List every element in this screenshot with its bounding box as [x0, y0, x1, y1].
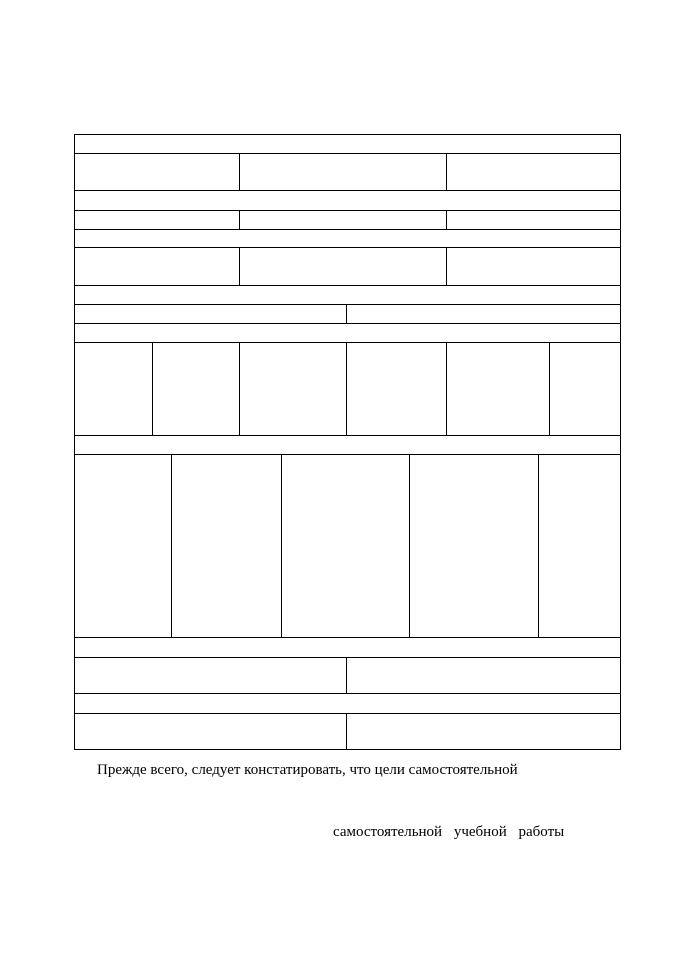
paragraph-text-line: самостоятельной учебной работы	[333, 824, 565, 840]
table-row-divider	[75, 713, 620, 714]
table-column-divider	[152, 342, 153, 435]
table-column-divider	[538, 454, 539, 637]
table-column-divider	[239, 210, 240, 229]
table-row-divider	[75, 229, 620, 230]
table-row-divider	[75, 435, 620, 436]
table-row-divider	[75, 304, 620, 305]
paragraph-text-line: Прежде всего, следует констатировать, что цели самостоятельной	[97, 762, 518, 778]
table-row-divider	[75, 285, 620, 286]
table-column-divider	[171, 454, 172, 637]
table-column-divider	[239, 153, 240, 190]
table-column-divider	[346, 342, 347, 435]
empty-form-table	[74, 134, 621, 750]
table-column-divider	[281, 454, 282, 637]
table-row-divider	[75, 247, 620, 248]
table-column-divider	[446, 247, 447, 285]
table-column-divider	[409, 454, 410, 637]
table-row-divider	[75, 210, 620, 211]
table-row-divider	[75, 190, 620, 191]
table-column-divider	[549, 342, 550, 435]
table-column-divider	[239, 342, 240, 435]
table-row-divider	[75, 153, 620, 154]
table-column-divider	[346, 304, 347, 323]
table-row-divider	[75, 637, 620, 638]
table-row-divider	[75, 657, 620, 658]
table-row-divider	[75, 693, 620, 694]
table-column-divider	[446, 342, 447, 435]
table-column-divider	[346, 657, 347, 693]
table-column-divider	[446, 210, 447, 229]
table-column-divider	[446, 153, 447, 190]
table-column-divider	[346, 713, 347, 750]
table-column-divider	[239, 247, 240, 285]
table-row-divider	[75, 323, 620, 324]
table-row-divider	[75, 342, 620, 343]
